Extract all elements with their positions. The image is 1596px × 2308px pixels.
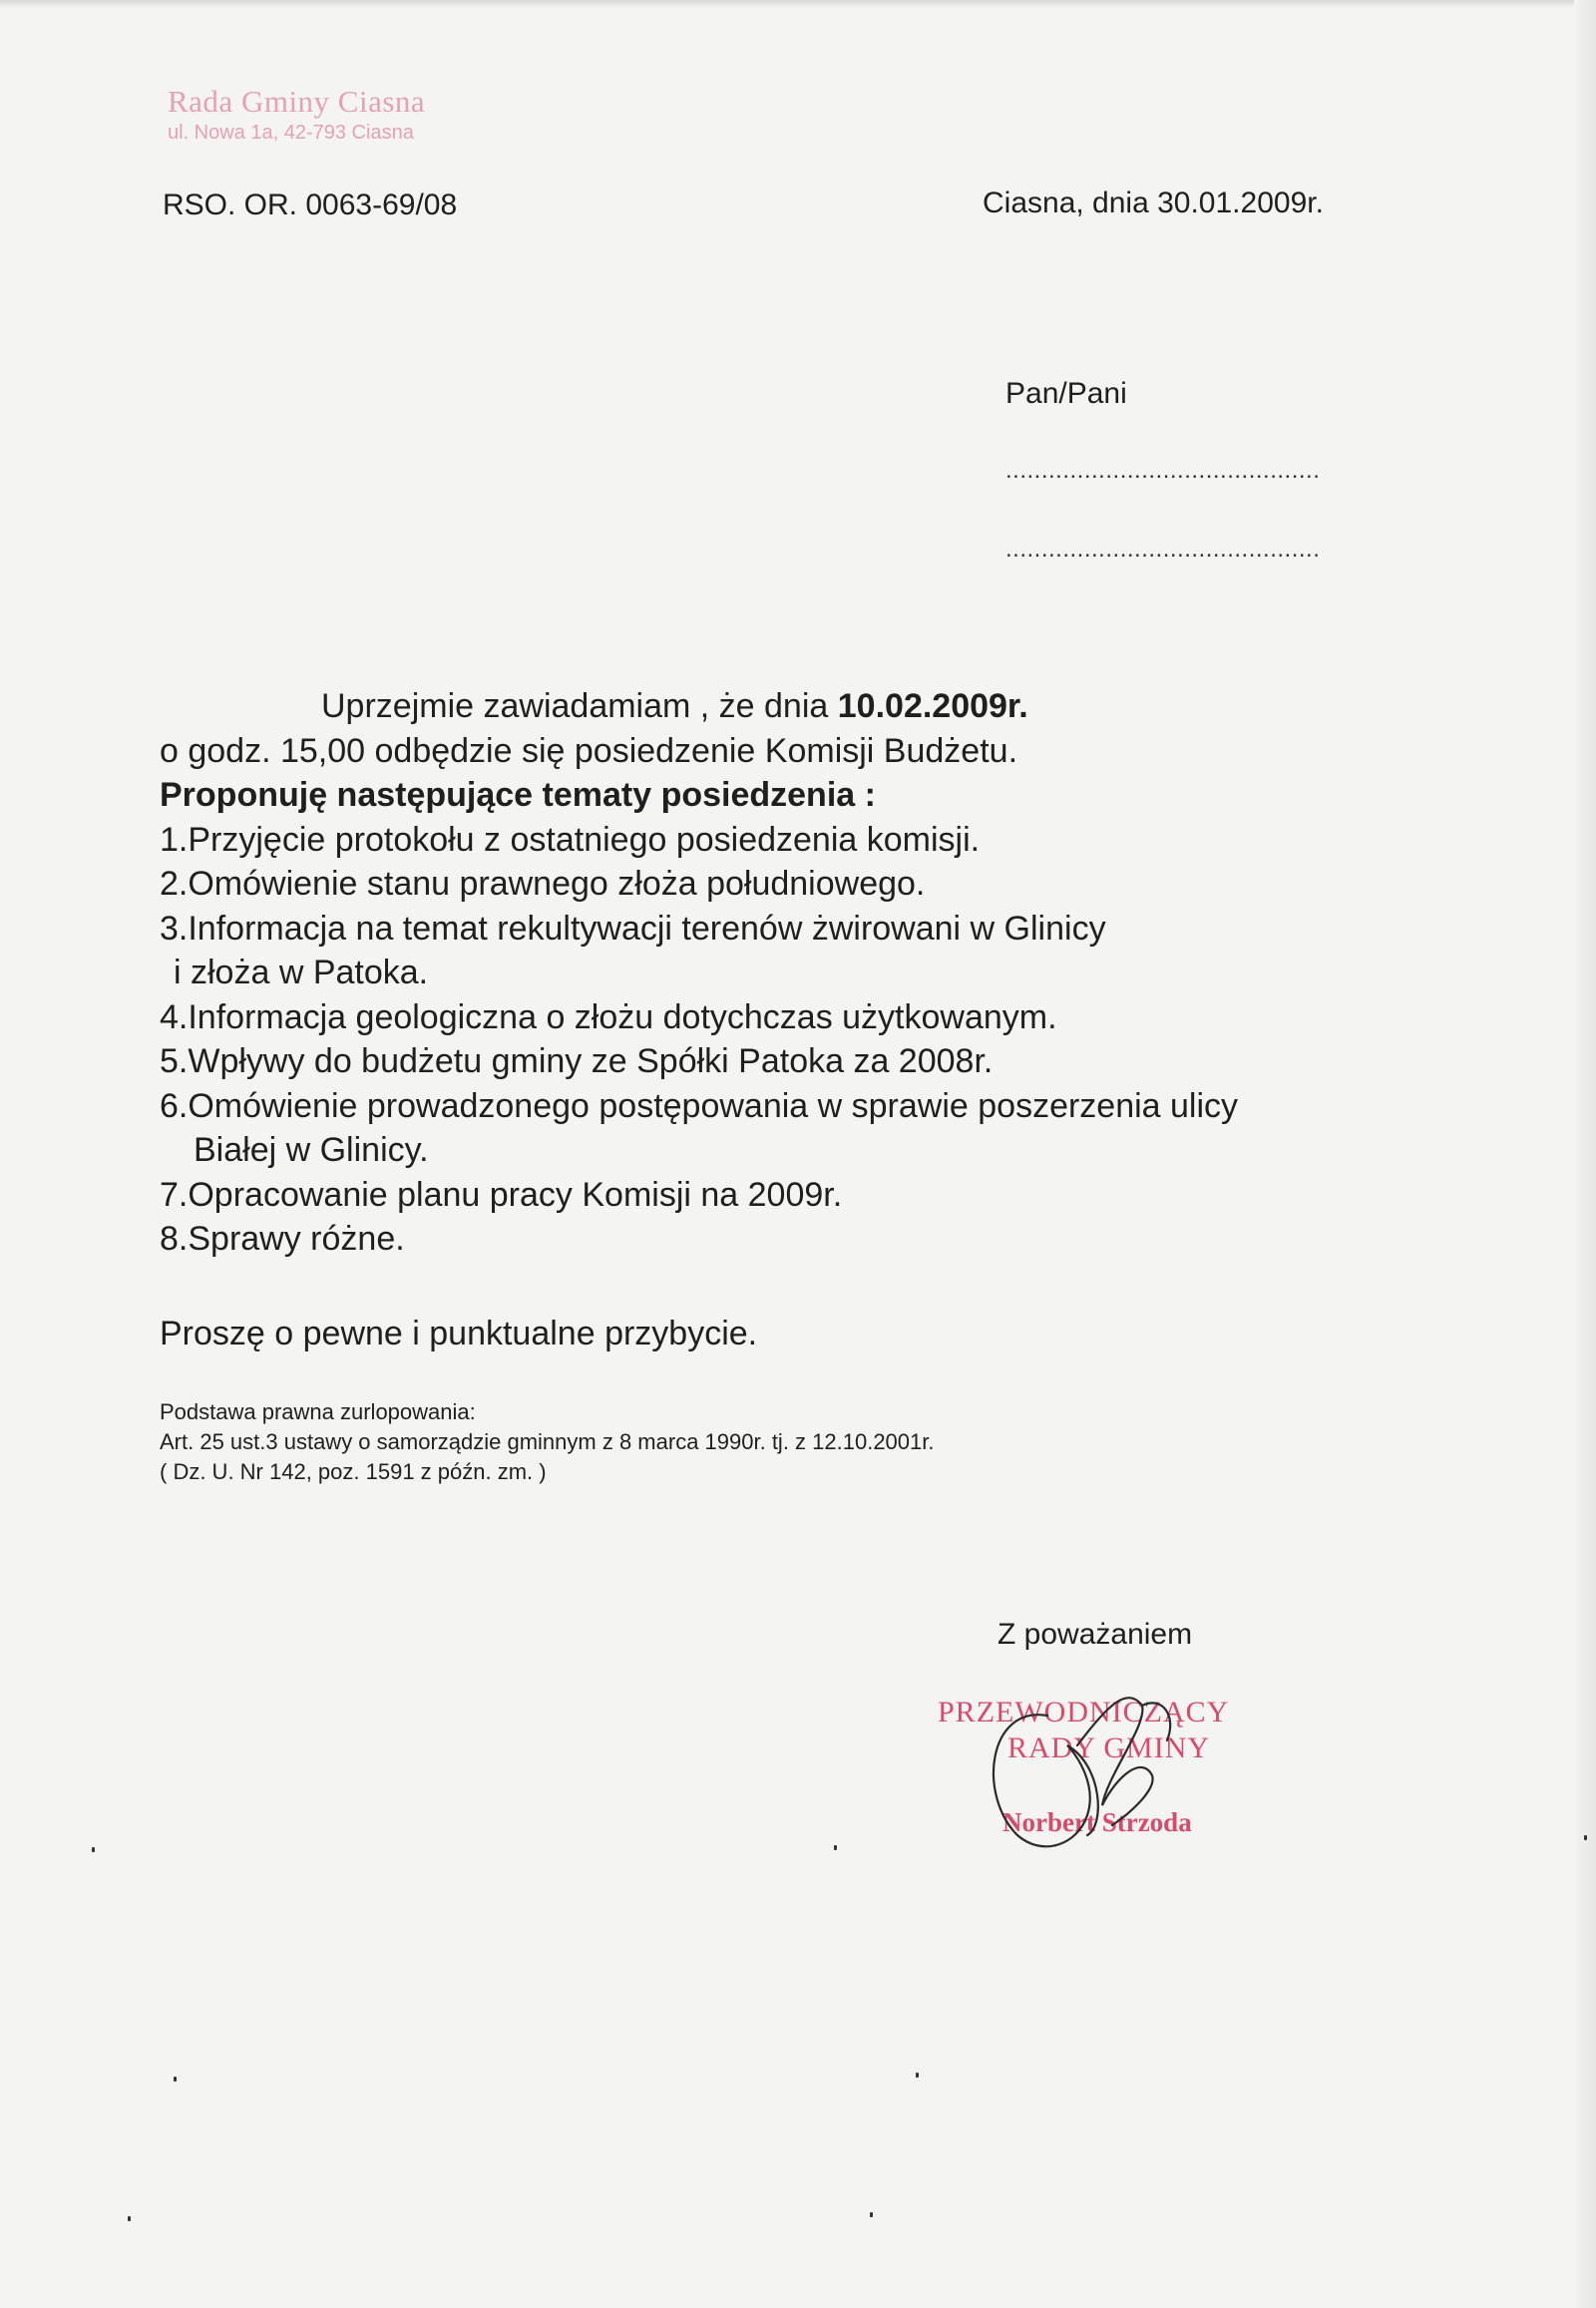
- place-and-date: Ciasna, dnia 30.01.2009r.: [983, 187, 1324, 219]
- closing-request: Proszę o pewne i punktualne przybycie.: [160, 1315, 758, 1352]
- agenda-item: 4.Informacja geologiczna o złożu dotychczas użytkowanym.: [160, 997, 1057, 1036]
- scan-speck: [834, 1845, 837, 1850]
- agenda-item-continuation: i złoża w Patoka.: [174, 954, 429, 991]
- agenda-item: 5.Wpływy do budżetu gminy ze Spółki Patoka za 2008r.: [160, 1042, 994, 1080]
- legal-basis: [160, 1397, 935, 1487]
- agenda-item: 7.Opracowanie planu pracy Komisji na 2009r.: [160, 1175, 843, 1214]
- stamp-name: Norbert Strzoda: [1002, 1807, 1192, 1837]
- agenda-item: 2.Omówienie stanu prawnego złoża południowego.: [160, 865, 926, 903]
- scan-speck: [916, 2073, 919, 2078]
- reference-number: RSO. OR. 0063-69/08: [163, 189, 458, 221]
- agenda-item: 3.Informacja na temat rekultywacji terenów żwirowani w Glinicy: [160, 909, 1106, 948]
- intro-text: Uprzejmie zawiadamiam , że dnia: [321, 687, 838, 725]
- council-header-stamp: [168, 84, 425, 145]
- agenda-item-continuation: Białej w Glinicy.: [194, 1131, 429, 1169]
- recipient-address-line: ............................................: [1005, 536, 1321, 563]
- stamp-council: RADY GMINY: [1007, 1731, 1211, 1764]
- agenda-item: 1.Przyjęcie protokołu z ostatniego posiedzenia komisji.: [160, 820, 981, 859]
- intro-line: [160, 684, 1416, 729]
- scan-right-edge: [1574, 0, 1596, 2308]
- agenda-item: 6.Omówienie prowadzonego postępowania w sprawie poszerzenia ulicy: [160, 1086, 1239, 1125]
- topics-heading: Proponuję następujące tematy posiedzenia :: [160, 776, 876, 814]
- scan-top-edge: [0, 0, 1596, 8]
- scan-speck: [1584, 1835, 1587, 1840]
- handwritten-signature: [928, 1686, 1327, 1855]
- scan-speck: [92, 1847, 95, 1852]
- regards: Z poważaniem: [998, 1618, 1193, 1651]
- chairman-stamp: [928, 1686, 1327, 1855]
- legal-basis-title: Podstawa prawna zurlopowania:: [160, 1399, 476, 1424]
- letter-body: [160, 684, 1416, 1262]
- council-address: ul. Nowa 1a, 42-793 Ciasna: [168, 122, 414, 144]
- scan-speck: [174, 2077, 177, 2082]
- time-line: o godz. 15,00 odbędzie się posiedzenie Komisji Budżetu.: [160, 731, 1018, 770]
- legal-basis-journal: ( Dz. U. Nr 142, poz. 1591 z późn. zm. ): [160, 1459, 547, 1484]
- scan-speck: [870, 2212, 873, 2217]
- meeting-date: 10.02.2009r.: [837, 687, 1028, 725]
- recipient-name-line: ............................................: [1005, 457, 1321, 484]
- agenda-item: 8.Sprawy różne.: [160, 1220, 405, 1258]
- recipient-label: Pan/Pani: [1005, 377, 1127, 410]
- council-name: Rada Gminy Ciasna: [168, 84, 426, 119]
- stamp-title: PRZEWODNICZĄCY: [938, 1696, 1230, 1729]
- scan-speck: [128, 2216, 131, 2221]
- legal-basis-article: Art. 25 ust.3 ustawy o samorządzie gminnym z 8 marca 1990r. tj. z 12.10.2001r.: [160, 1429, 935, 1454]
